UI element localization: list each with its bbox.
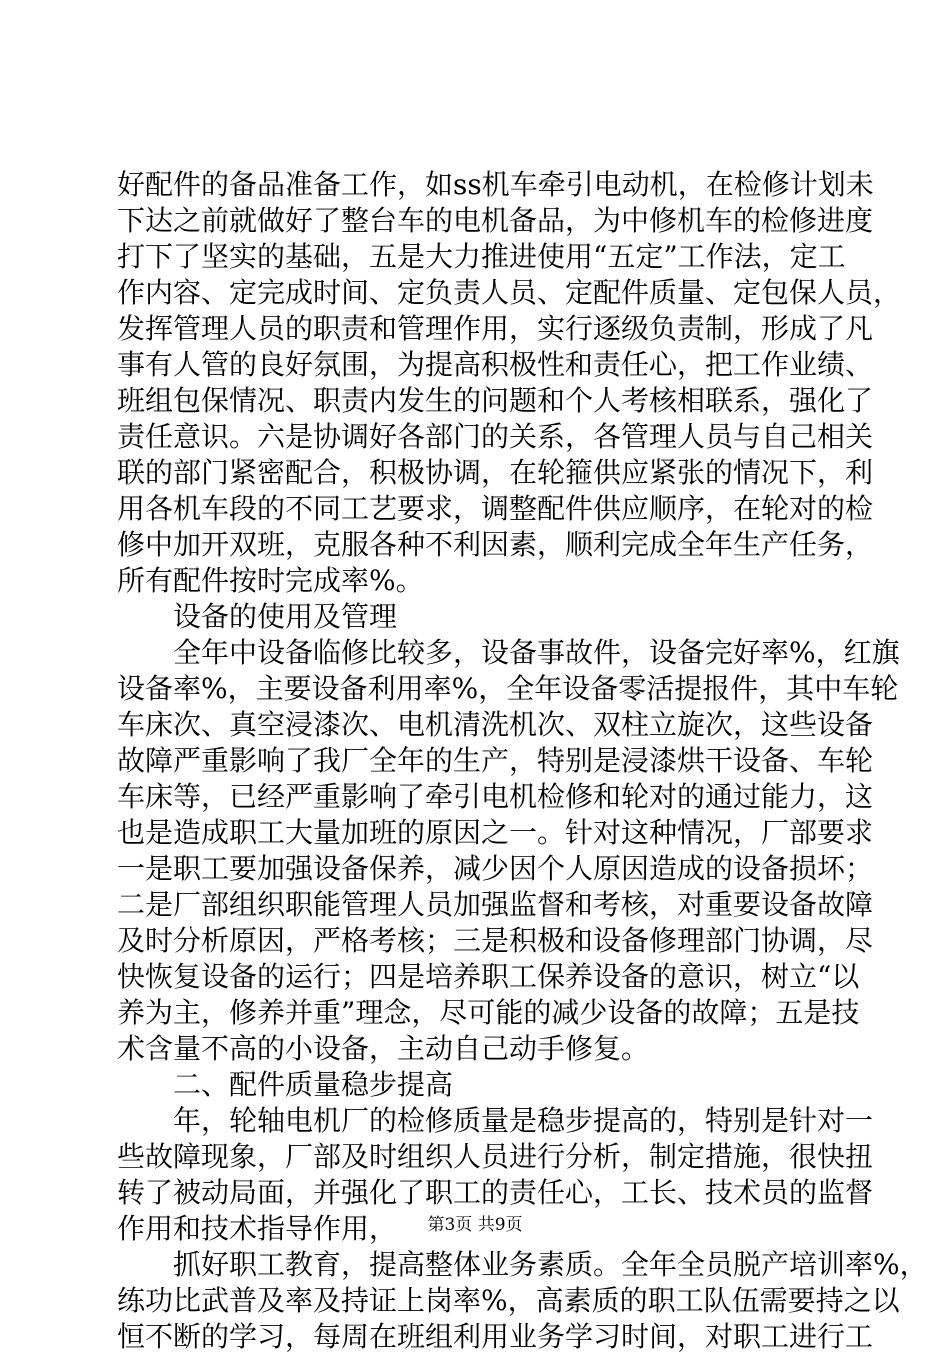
text-line: 一是职工要加强设备保养，减少因个人原因造成的设备损坏； — [117, 852, 874, 885]
text-line: 故障严重影响了我厂全年的生产，特别是浸漆烘干设备、车轮 — [117, 744, 874, 777]
text-line: 二是厂部组织职能管理人员加强监督和考核，对重要设备故障 — [117, 888, 874, 921]
body-text — [117, 167, 928, 1355]
text-line: 用各机车段的不同工艺要求，调整配件供应顺序，在轮对的检 — [117, 492, 874, 525]
section-heading: 设备的使用及管理 — [173, 600, 398, 633]
text-line: 作用和技术指导作用， — [117, 1212, 398, 1245]
page-number: 第3页 共9页 — [427, 1215, 523, 1235]
text-line: 抓好职工教育，提高整体业务素质。全年全员脱产培训率%， — [173, 1248, 928, 1281]
text-line: 全年中设备临修比较多，设备事故件，设备完好率%，红旗 — [173, 636, 900, 669]
text-line: 车床等，已经严重影响了牵引电机检修和轮对的通过能力，这 — [117, 780, 874, 813]
text-line: 转了被动局面，并强化了职工的责任心，工长、技术员的监督 — [117, 1176, 874, 1209]
text-line: 练功比武普及率及持证上岗率%，高素质的职工队伍需要持之以 — [117, 1284, 900, 1317]
text-line: 设备率%，主要设备利用率%，全年设备零活提报件，其中车轮 — [117, 672, 899, 705]
text-line: 术含量不高的小设备，主动自己动手修复。 — [117, 1032, 650, 1065]
text-line: 作内容、定完成时间、定负责人员、定配件质量、定包保人员， — [117, 276, 902, 309]
text-line: 事有人管的良好氛围，为提高积极性和责任心，把工作业绩、 — [117, 348, 874, 381]
text-line: 车床次、真空浸漆次、电机清洗机次、双柱立旋次，这些设备 — [117, 708, 874, 741]
page-footer — [0, 1210, 950, 1235]
text-line: 打下了坚实的基础，五是大力推进使用“五定”工作法，定工 — [117, 240, 846, 273]
text-line: 好配件的备品准备工作，如ss机车牵引电动机，在检修计划未 — [117, 168, 874, 201]
text-line: 发挥管理人员的职责和管理作用，实行逐级负责制，形成了凡 — [117, 312, 874, 345]
text-line: 些故障现象，厂部及时组织人员进行分析，制定措施，很快扭 — [117, 1140, 874, 1173]
text-line: 也是造成职工大量加班的原因之一。针对这种情况，厂部要求 — [117, 816, 874, 849]
section-heading: 二、配件质量稳步提高 — [173, 1068, 454, 1101]
text-line: 责任意识。六是协调好各部门的关系，各管理人员与自己相关 — [117, 420, 874, 453]
text-line: 年，轮轴电机厂的检修质量是稳步提高的，特别是针对一 — [173, 1104, 874, 1137]
text-line: 班组包保情况、职责内发生的问题和个人考核相联系，强化了 — [117, 384, 874, 417]
text-line: 下达之前就做好了整台车的电机备品，为中修机车的检修进度 — [117, 204, 874, 237]
text-line: 快恢复设备的运行；四是培养职工保养设备的意识，树立“以 — [117, 960, 860, 993]
text-line: 养为主，修养并重”理念，尽可能的减少设备的故障；五是技 — [117, 996, 860, 1029]
text-line: 修中加开双班，克服各种不利因素，顺利完成全年生产任务， — [117, 528, 874, 561]
text-line: 恒不断的学习，每周在班组利用业务学习时间，对职工进行工 — [117, 1320, 874, 1353]
text-line: 所有配件按时完成率%。 — [117, 564, 424, 597]
text-line: 及时分析原因，严格考核；三是积极和设备修理部门协调，尽 — [117, 924, 874, 957]
text-line: 联的部门紧密配合，积极协调，在轮箍供应紧张的情况下，利 — [117, 456, 874, 489]
